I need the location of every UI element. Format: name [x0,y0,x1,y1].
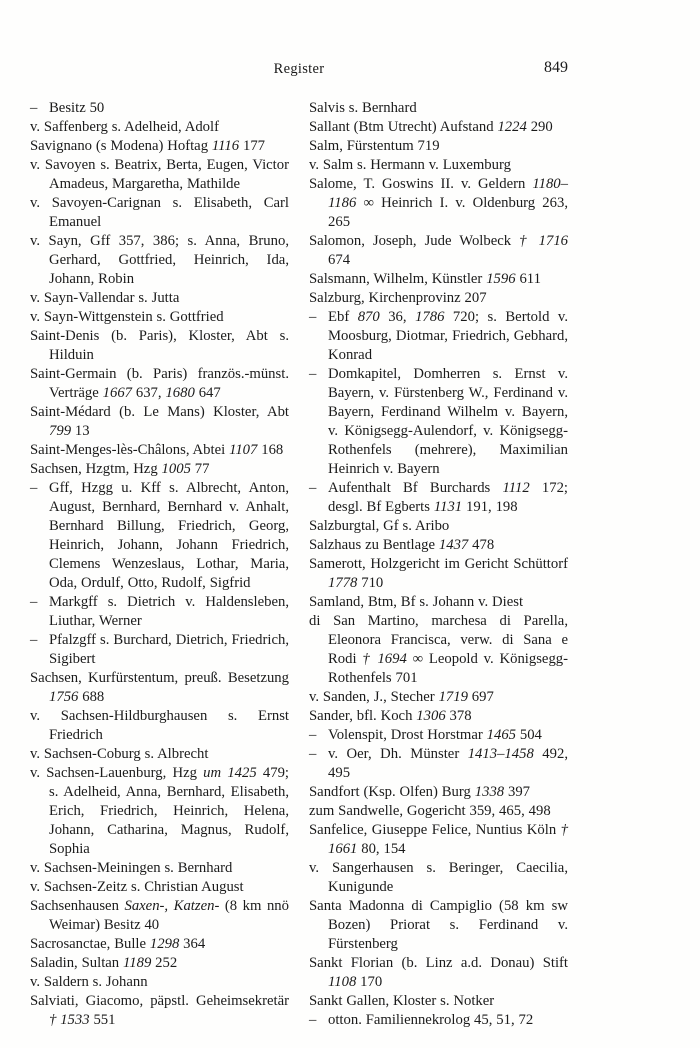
index-entry: v. Sachsen-Lauenburg, Hzg um 1425 479; s. Adelheid, Anna, Bernhard, Elisabeth, Erich, Friedrich, Heinrich, Helena, Johann, Catharina, Magnus, Rudolf, Sophia [30,765,290,857]
page-content [30,60,568,1030]
index-entry: v. Sachsen-Meiningen s. Bernhard [30,860,233,876]
index-entry: Salviati, Giacomo, päpstl. Geheimsekretär † 1533 551 [30,993,289,1028]
index-entry: Sander, bfl. Koch 1306 378 [309,708,472,724]
index-entry: Santa Madonna di Campiglio (58 km sw Bozen) Priorat s. Ferdinand v. Fürstenberg [309,898,568,952]
index-entry: Salvis s. Bernhard [309,100,417,116]
index-entry: di San Martino, marchesa di Parella, Eleonora Francisca, verw. di Sana e Rodi † 1694 ∞ Leopold v. Königsegg-Rothenfels 701 [309,613,569,686]
index-entry: – v. Oer, Dh. Münster 1413–1458 492, 495 [309,746,568,781]
index-entry: – Aufenthalt Bf Burchards 1112 172; desgl. Bf Egberts 1131 191, 198 [309,480,569,515]
index-entry: Salzburgtal, Gf s. Aribo [309,518,450,534]
index-entry: v. Sayn, Gff 357, 386; s. Anna, Bruno, Gerhard, Gottfried, Heinrich, Ida, Johann, Robin [30,233,289,287]
index-entry: Salsmann, Wilhelm, Künstler 1596 611 [309,271,541,287]
index-entry: v. Savoyen-Carignan s. Elisabeth, Carl Emanuel [30,195,289,230]
index-entry: Salzburg, Kirchenprovinz 207 [309,290,487,306]
index-columns [30,99,568,1030]
index-entry: – Volenspit, Drost Horstmar 1465 504 [309,727,542,743]
index-entry: Sachsen, Kurfürstentum, preuß. Besetzung 1756 688 [30,670,289,705]
index-entry: Sallant (Btm Utrecht) Aufstand 1224 290 [309,119,553,135]
entry-dash-marker: – [30,594,38,610]
entry-dash-marker: – [30,100,38,116]
entry-dash-marker: – [309,366,317,382]
index-entry: Samland, Btm, Bf s. Johann v. Diest [309,594,524,610]
entry-dash-marker: – [309,480,317,496]
index-entry: – otton. Familiennekrolog 45, 51, 72 [309,1012,534,1028]
index-entry: Savignano (s Modena) Hoftag 1116 177 [30,138,266,154]
index-column-right [309,99,568,1030]
index-entry: v. Sachsen-Coburg s. Albrecht [30,746,209,762]
index-entry: v. Salm s. Hermann v. Luxemburg [309,157,511,173]
index-entry: – Gff, Hzgg u. Kff s. Albrecht, Anton, August, Bernhard, Bernhard v. Anhalt, Bernhard Billung, Friedrich, Georg, Heinrich, Johann, Johann Friedrich, Clemens Wenzeslaus, Lothar, Maria, Oda, Ordulf, Otto, Rudolf, Sigfrid [30,480,289,591]
index-entry: zum Sandwelle, Gogericht 359, 465, 498 [309,803,551,819]
entry-dash-marker: – [309,309,317,325]
index-entry: v. Sachsen-Zeitz s. Christian August [30,879,244,895]
entry-dash-marker: – [30,632,38,648]
index-entry: Salomon, Joseph, Jude Wolbeck † 1716 674 [309,233,569,268]
entry-dash-marker: – [309,746,317,762]
index-entry: Sanfelice, Giuseppe Felice, Nuntius Köln † 1661 80, 154 [309,822,568,857]
index-entry: Sandfort (Ksp. Olfen) Burg 1338 397 [309,784,531,800]
index-entry: Samerott, Holzgericht im Gericht Schüttorf 1778 710 [309,556,568,591]
index-entry: v. Sayn-Vallendar s. Jutta [30,290,180,306]
index-entry: – Pfalzgff s. Burchard, Dietrich, Friedrich, Sigibert [30,632,289,667]
index-entry: Saladin, Sultan 1189 252 [30,955,178,971]
running-header [30,60,568,78]
index-entry: – Domkapitel, Domherren s. Ernst v. Bayern, v. Fürstenberg W., Ferdinand v. Bayern, Ferdinand Wilhelm v. Bayern, v. Königsegg-Aulendorf, v. Königsegg-Rothenfels (mehrere), Maximilian Heinrich v. Bayern [309,366,568,477]
index-entry: v. Savoyen s. Beatrix, Berta, Eugen, Victor Amadeus, Margaretha, Mathilde [30,157,289,192]
page-number: 849 [544,59,568,76]
index-entry: v. Sangerhausen s. Beringer, Caecilia, Kunigunde [309,860,568,895]
index-entry: Sacrosanctae, Bulle 1298 364 [30,936,206,952]
running-title: Register [273,61,325,77]
entry-dash-marker: – [309,727,317,743]
index-entry: Saint-Denis (b. Paris), Kloster, Abt s. Hilduin [30,328,289,363]
index-entry: Salm, Fürstentum 719 [309,138,440,154]
index-entry: Saint-Germain (b. Paris) französ.-münst. Verträge 1667 637, 1680 647 [30,366,289,401]
index-entry: v. Saldern s. Johann [30,974,148,990]
index-entry: Salzhaus zu Bentlage 1437 478 [309,537,495,553]
index-entry: – Besitz 50 [30,100,105,116]
index-entry: v. Sayn-Wittgenstein s. Gottfried [30,309,224,325]
index-entry: Sachsenhausen Saxen-, Katzen- (8 km nnö Weimar) Besitz 40 [30,898,289,933]
index-entry: Salome, T. Goswins II. v. Geldern 1180–1186 ∞ Heinrich I. v. Oldenburg 263, 265 [309,176,568,230]
index-entry: v. Sanden, J., Stecher 1719 697 [309,689,494,705]
index-entry: v. Sachsen-Hildburghausen s. Ernst Friedrich [30,708,289,743]
index-entry: v. Saffenberg s. Adelheid, Adolf [30,119,219,135]
index-column-left [30,99,289,1030]
index-entry: Sankt Florian (b. Linz a.d. Donau) Stift 1108 170 [309,955,568,990]
entry-dash-marker: – [309,1012,317,1028]
index-entry: Saint-Menges-lès-Châlons, Abtei 1107 168 [30,442,284,458]
index-entry: – Markgff s. Dietrich v. Haldensleben, Liuthar, Werner [30,594,289,629]
index-entry: Saint-Médard (b. Le Mans) Kloster, Abt 799 13 [30,404,289,439]
entry-dash-marker: – [30,480,38,496]
index-entry: Sankt Gallen, Kloster s. Notker [309,993,495,1009]
index-entry: Sachsen, Hzgtm, Hzg 1005 77 [30,461,210,477]
index-entry: – Ebf 870 36, 1786 720; s. Bertold v. Moosburg, Diotmar, Friedrich, Gebhard, Konrad [309,309,568,363]
